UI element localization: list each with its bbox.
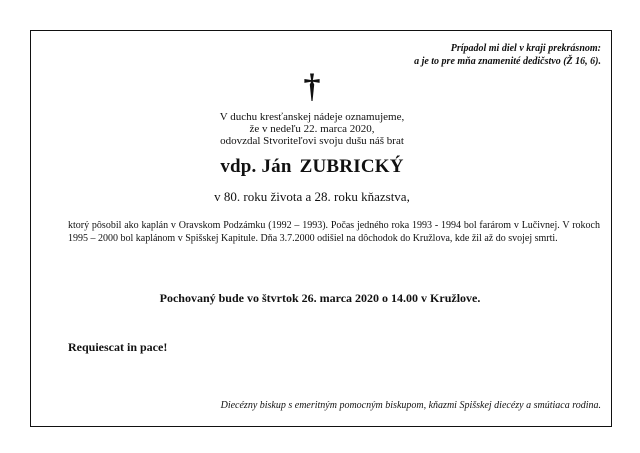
- deceased-title-first-name: vdp. Ján: [220, 156, 292, 177]
- biography-paragraph: ktorý pôsobil ako kaplán v Oravskom Podzámku (1992 – 1993). Počas jedného roka 1993 - 1994 bol farárom v Lučivnej. V rokoch 1995 – 2000 bol kaplánom v Spišskej Kapitule. Dňa 3.7.2000 odišiel na dôchodok do Kružlova, kde žil až do svojej smrti.: [68, 220, 600, 244]
- psalm-quote: [414, 42, 601, 68]
- age-line: v 80. roku života a 28. roku kňazstva,: [214, 189, 410, 204]
- requiescat-line: Requiescat in pace!: [68, 340, 168, 354]
- deceased-name: [150, 156, 474, 178]
- announcement-line-2: že v nedeľu 22. marca 2020,: [249, 123, 375, 135]
- deceased-surname: ZUBRICKÝ: [299, 156, 404, 177]
- burial-notice: Pochovaný bude vo štvrtok 26. marca 2020 o 14.00 v Kružlove.: [159, 291, 481, 305]
- signoff-line: Diecézny biskup s emeritným pomocným biskupom, kňazmi Spišskej diecézy a smútiaca rodina.: [220, 400, 601, 411]
- announcement: [150, 111, 474, 147]
- psalm-quote-line-1: Prípadol mi diel v kraji prekrásnom:: [450, 43, 601, 54]
- announcement-line-1: V duchu kresťanskej nádeje oznamujeme,: [219, 111, 405, 123]
- announcement-line-3: odovzdal Stvoriteľovi svoju dušu náš brat: [220, 135, 404, 147]
- psalm-quote-line-2: a je to pre mňa znamenité dedičstvo (Ž 16, 6).: [414, 56, 601, 67]
- cross-icon: †: [303, 68, 321, 105]
